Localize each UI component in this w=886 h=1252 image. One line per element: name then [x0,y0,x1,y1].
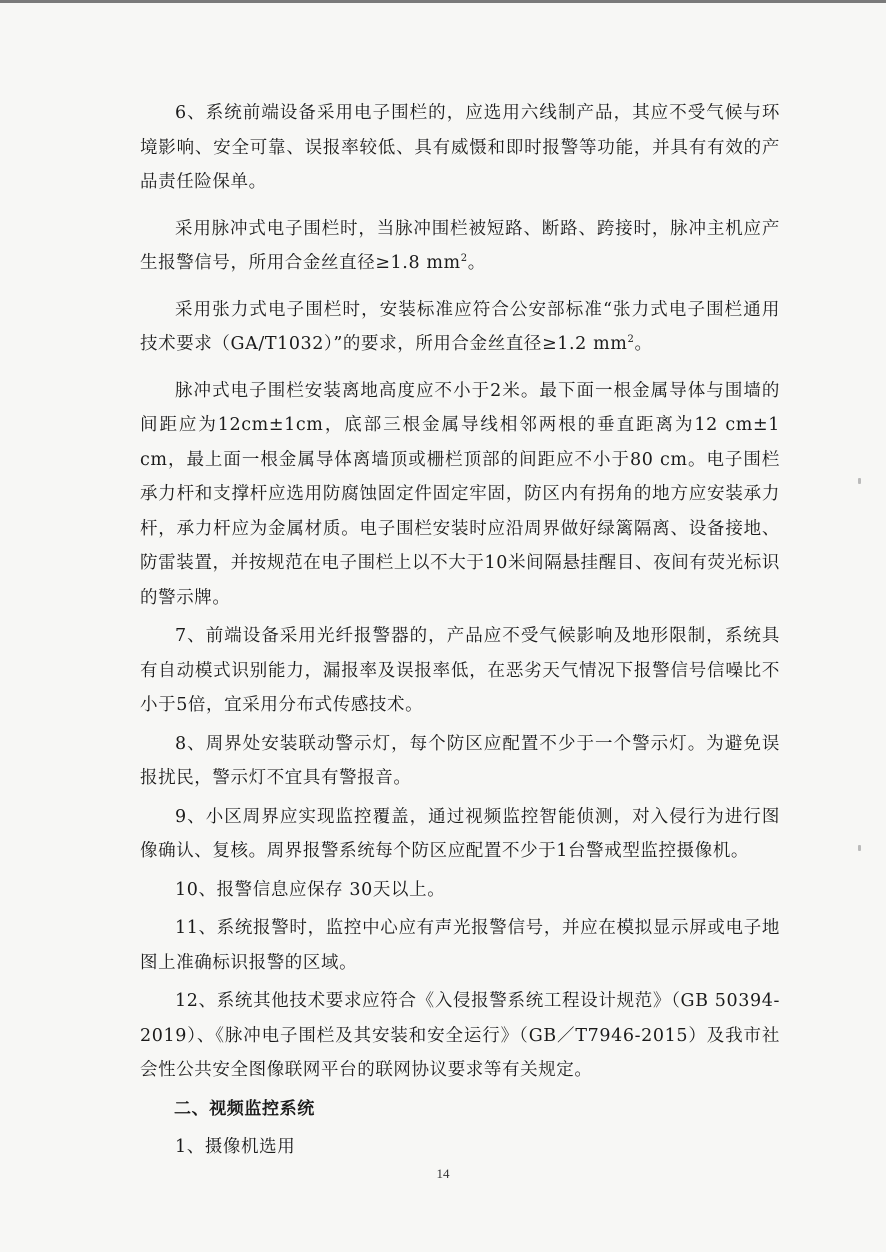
scan-speck [858,845,861,851]
superscript: 2 [627,334,635,346]
paragraph-pulse-fence [140,212,780,281]
tension-fence-text: 采用张力式电子围栏时，安装标准应符合公安部标准“张力式电子围栏通用技术要求（GA/T1032）”的要求，所用合金丝直径≥1.2 mm [140,299,780,354]
suffix: 。 [467,253,486,273]
page-number: 14 [436,1166,450,1181]
paragraph-7: 7、前端设备采用光纤报警器的，产品应不受气候影响及地形限制，系统具有自动模式识别能力，漏报率及误报率低，在恶劣天气情况下报警信号信噪比不小于5倍，宜采用分布式传感技术。 [140,626,780,715]
superscript: 2 [460,253,468,265]
document-body [140,96,780,1165]
paragraph-installation: 脉冲式电子围栏安装离地高度应不小于2米。最下面一根金属导体与围墙的间距应为12cm±1cm，底部三根金属导线相邻两根的垂直距离为12 cm±1 cm，最上面一根金属导体离墙顶或栅栏顶部的间距应不小于80 cm。电子围栏承力杆和支撑杆应选用防腐蚀固定件固定牢固，防区内有拐角的地方应安装承力杆，承力杆应为金属材质。电子围栏安装时应沿周界做好绿篱隔离、设备接地、防雷装置，并按规范在电子围栏上以不大于10米间隔悬挂醒目、夜间有荧光标识的警示牌。 [140,380,780,608]
paragraph-9: 9、小区周界应实现监控覆盖，通过视频监控智能侦测，对入侵行为进行图像确认、复核。周界报警系统每个防区应配置不少于1台警戒型监控摄像机。 [140,806,780,861]
paragraph-8: 8、周界处安装联动警示灯，每个防区应配置不少于一个警示灯。为避免误报扰民，警示灯不宜具有警报音。 [140,733,780,788]
paragraph-11: 11、系统报警时，监控中心应有声光报警信号，并应在模拟显示屏或电子地图上准确标识报警的区域。 [140,918,780,973]
paragraph-12: 12、系统其他技术要求应符合《入侵报警系统工程设计规范》（GB 50394-2019）、《脉冲电子围栏及其安装和安全运行》（GB／T7946-2015）及我市社会性公共安全图像联网平台的联网协议要求等有关规定。 [140,991,780,1080]
section-heading: 二、视频监控系统 [174,1098,315,1119]
scan-speck [858,478,861,484]
suffix: 。 [634,334,653,354]
paragraph-10: 10、报警信息应保存 30天以上。 [175,879,446,900]
pulse-fence-text: 采用脉冲式电子围栏时，当脉冲围栏被短路、断路、跨接时，脉冲主机应产生报警信号，所用合金丝直径≥1.8 mm [140,218,780,273]
paragraph-6: 6、系统前端设备采用电子围栏的，应选用六线制产品，其应不受气候与环境影响、安全可靠、误报率较低、具有威慑和即时报警等功能，并具有有效的产品责任险保单。 [140,103,780,192]
scan-edge [0,0,886,3]
subsection-title: 1、摄像机选用 [175,1137,296,1157]
paragraph-tension-fence [140,293,780,362]
